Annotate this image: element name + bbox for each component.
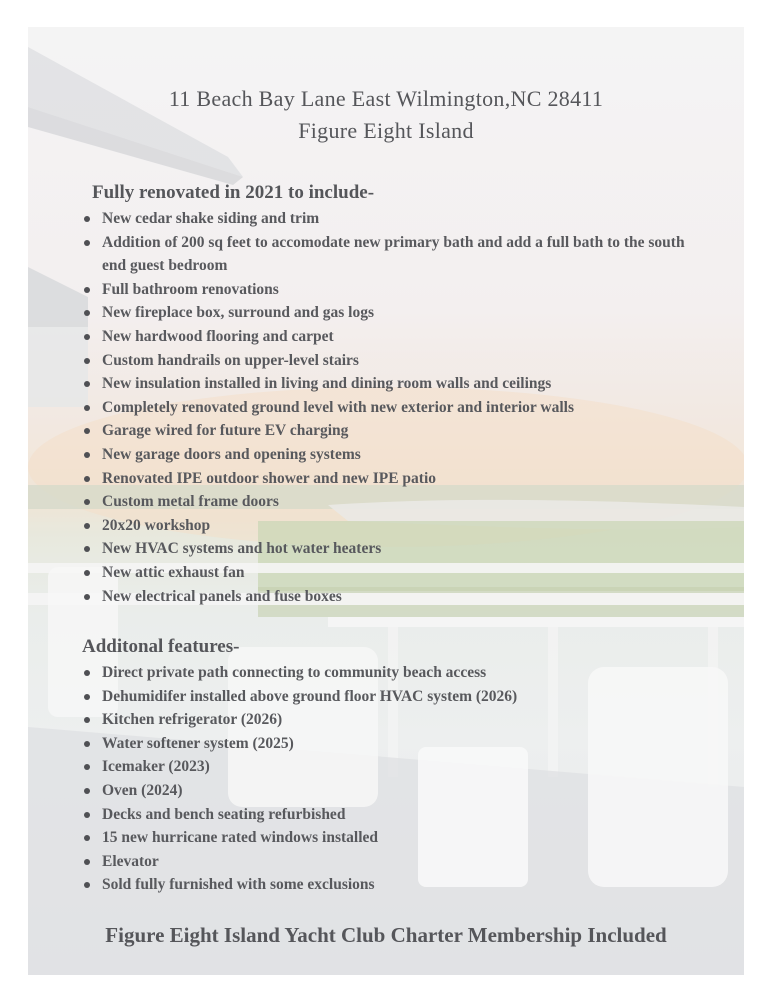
yacht-club-membership-note: Figure Eight Island Yacht Club Charter Membership Included (105, 923, 667, 947)
list-item: Renovated IPE outdoor shower and new IPE patio (80, 467, 710, 491)
list-item: Kitchen refrigerator (2026) (80, 708, 710, 732)
flyer-content (28, 27, 744, 975)
list-item: 15 new hurricane rated windows installed (80, 826, 710, 850)
list-item: New electrical panels and fuse boxes (80, 585, 710, 609)
list-item: Dehumidifer installed above ground floor HVAC system (2026) (80, 685, 710, 709)
list-item: Addition of 200 sq feet to accomodate new primary bath and add a full bath to the south end guest bedroom (80, 231, 710, 278)
list-item: Icemaker (2023) (80, 755, 710, 779)
additional-features-list (80, 661, 710, 897)
property-location: Figure Eight Island (298, 118, 474, 143)
additional-features-heading: Additonal features- (82, 636, 240, 657)
list-item: New insulation installed in living and dining room walls and ceilings (80, 372, 710, 396)
property-address: 11 Beach Bay Lane East Wilmington,NC 28411 (168, 86, 604, 111)
list-item: Custom handrails on upper-level stairs (80, 349, 710, 373)
list-item: New garage doors and opening systems (80, 443, 710, 467)
list-item: Direct private path connecting to community beach access (80, 661, 710, 685)
list-item: Custom metal frame doors (80, 490, 710, 514)
list-item: Sold fully furnished with some exclusions (80, 873, 710, 897)
renovations-list (80, 207, 710, 608)
list-item: Decks and bench seating refurbished (80, 803, 710, 827)
list-item: New fireplace box, surround and gas logs (80, 301, 710, 325)
list-item: New HVAC systems and hot water heaters (80, 537, 710, 561)
list-item: Oven (2024) (80, 779, 710, 803)
flyer-page (28, 27, 744, 975)
list-item: New hardwood flooring and carpet (80, 325, 710, 349)
list-item: Completely renovated ground level with new exterior and interior walls (80, 396, 710, 420)
list-item: Elevator (80, 850, 710, 874)
list-item: Full bathroom renovations (80, 278, 710, 302)
list-item: Garage wired for future EV charging (80, 419, 710, 443)
list-item: 20x20 workshop (80, 514, 710, 538)
list-item: New cedar shake siding and trim (80, 207, 710, 231)
list-item: Water softener system (2025) (80, 732, 710, 756)
list-item: New attic exhaust fan (80, 561, 710, 585)
renovations-heading: Fully renovated in 2021 to include- (92, 182, 375, 203)
